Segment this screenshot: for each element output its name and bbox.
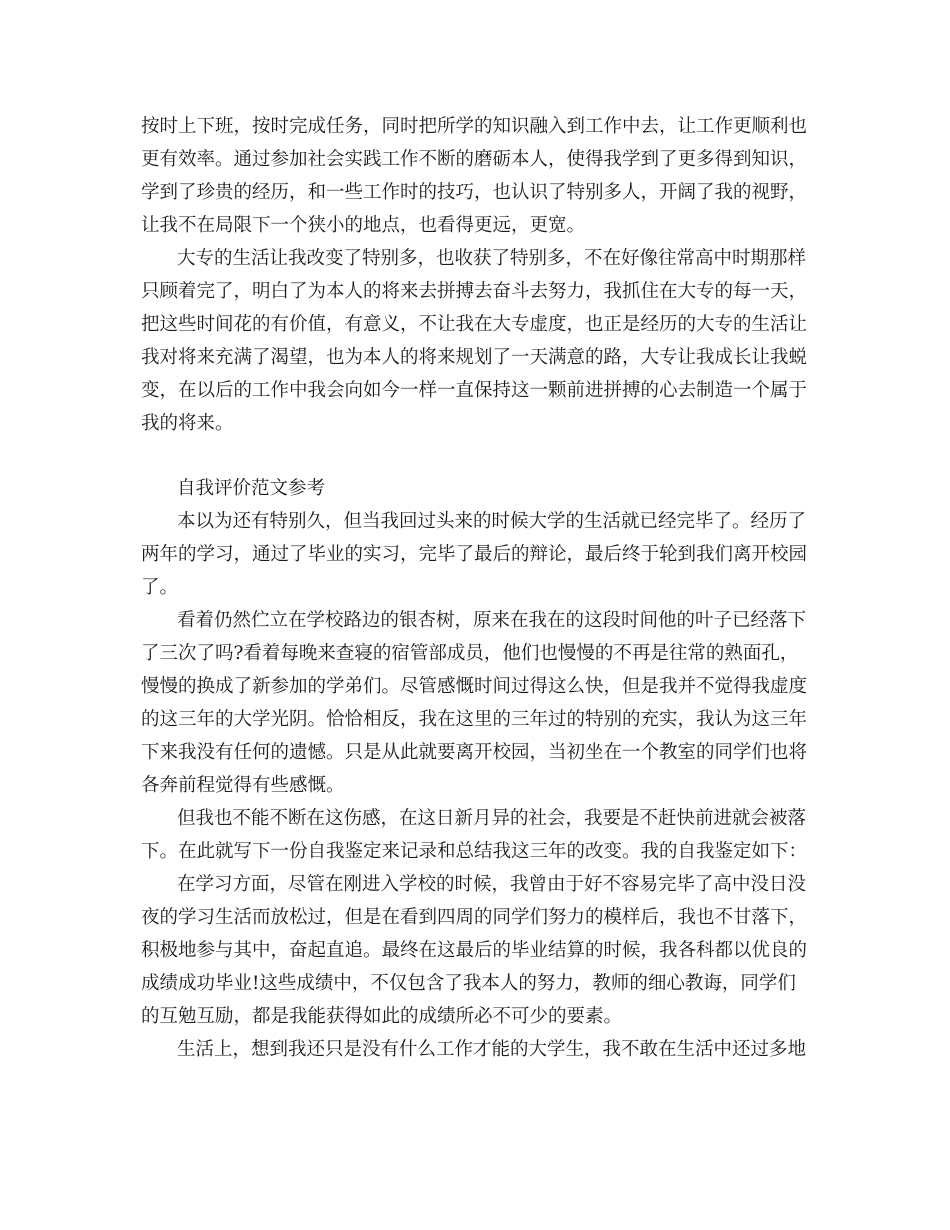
paragraph-first-line: 在学习方面，尽管在刚进入学校的时候，我曾由于好不容易完毕了高中没日没 — [177, 874, 807, 895]
paragraph-first-line: 看着仍然伫立在学校路边的银杏树，原来在我在的这段时间他的叶子已经落下 — [177, 610, 807, 631]
paragraph-first-line: 生活上，想到我还只是没有什么工作才能的大学生，我不敢在生活中还过多地 — [177, 1039, 807, 1060]
text-line: 变，在以后的工作中我会向如今一样一直保持这一颗前进拼搏的心去制造一个属于 — [141, 380, 808, 401]
text-line: 学到了珍贵的经历，和一些工作时的技巧，也认识了特别多人，开阔了我的视野， — [141, 182, 808, 203]
text-line: 慢慢的换成了新参加的学弟们。尽管感慨时间过得这么快，但是我并不觉得我虚度 — [141, 676, 808, 697]
text-line: 让我不在局限下一个狭小的地点，也看得更远，更宽。 — [141, 215, 586, 236]
text-line: 的这三年的大学光阴。恰恰相反，我在这里的三年过的特别的充实，我认为这三年 — [141, 709, 808, 730]
text-line: 了三次了吗?看着每晚来查寝的宿管部成员，他们也慢慢的不再是往常的熟面孔， — [141, 643, 799, 664]
text-line: 了。 — [141, 577, 179, 598]
paragraph-first-line: 大专的生活让我改变了特别多，也收获了特别多，不在好像往常高中时期那样 — [177, 248, 807, 269]
text-line: 的互勉互励，都是我能获得如此的成绩所必不可少的要素。 — [141, 1006, 623, 1027]
paragraph-first-line: 本以为还有特别久，但当我回过头来的时候大学的生活就已经完毕了。经历了 — [177, 511, 807, 532]
text-line: 各奔前程觉得有些感慨。 — [141, 775, 345, 796]
text-line: 下。在此就写下一份自我鉴定来记录和总结我这三年的改变。我的自我鉴定如下： — [141, 841, 808, 862]
text-line: 成绩成功毕业!这些成绩中，不仅包含了我本人的努力，教师的细心教诲，同学们 — [141, 973, 796, 994]
text-line: 我对将来充满了渴望，也为本人的将来规划了一天满意的路，大专让我成长让我蜕 — [141, 347, 808, 368]
text-line: 积极地参与其中，奋起直追。最终在这最后的毕业结算的时候，我各科都以优良的 — [141, 940, 808, 961]
text-line: 按时上下班，按时完成任务，同时把所学的知识融入到工作中去，让工作更顺利也 — [141, 116, 808, 137]
text-line: 两年的学习，通过了毕业的实习，完毕了最后的辩论，最后终于轮到我们离开校园 — [141, 544, 808, 565]
text-line: 夜的学习生活而放松过，但是在看到四周的同学们努力的模样后，我也不甘落下， — [141, 907, 808, 928]
section-heading: 自我评价范文参考 — [177, 478, 326, 499]
text-line: 把这些时间花的有价值，有意义，不让我在大专虚度，也正是经历的大专的生活让 — [141, 314, 808, 335]
text-line: 我的将来。 — [141, 413, 234, 434]
paragraph-first-line: 但我也不能不断在这伤感，在这日新月异的社会，我要是不赶快前进就会被落 — [177, 808, 807, 829]
text-line: 下来我没有任何的遗憾。只是从此就要离开校园，当初坐在一个教室的同学们也将 — [141, 742, 808, 763]
text-line: 更有效率。通过参加社会实践工作不断的磨砺本人，使得我学到了更多得到知识， — [141, 149, 808, 170]
text-line: 只顾着完了，明白了为本人的将来去拼搏去奋斗去努力，我抓住在大专的每一天， — [141, 281, 808, 302]
